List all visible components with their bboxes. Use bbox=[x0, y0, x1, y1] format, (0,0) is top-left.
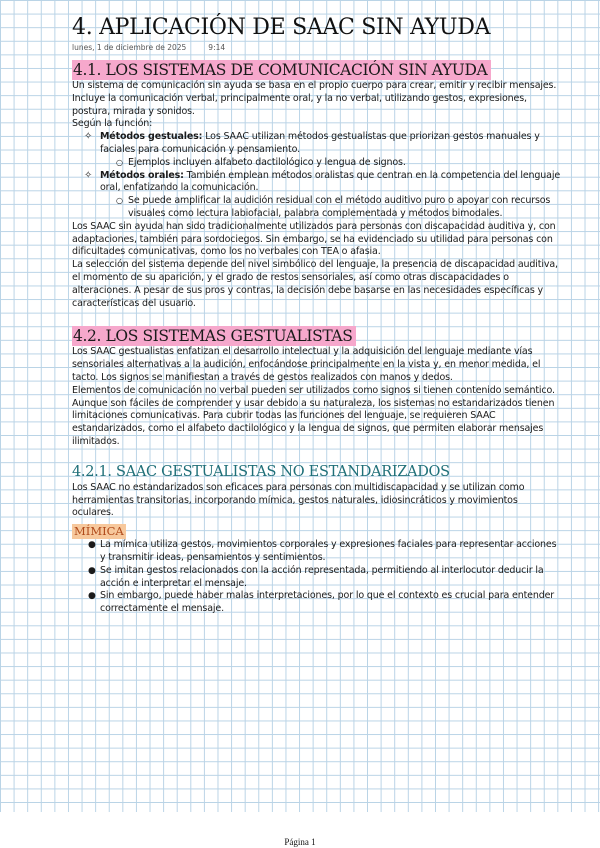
list-subitem-gestuales bbox=[72, 157, 562, 170]
orales-sub-text: Se puede amplificar la audición residual con el método auditivo puro o apoyar con recursos visuales como lectura labiofacial, palabra complementada y métodos bimodales. bbox=[128, 195, 551, 219]
diamond-bullet-icon: ✧ bbox=[84, 169, 93, 181]
section2-para2: Elementos de comunicación no verbal pueden ser utilizados como signos si tienen contenido semántico. Aunque son fáciles de comprender y usar debido a su naturaleza, los sistemas no estandarizados tienen limitaciones comunicativas. Para cubrir todas las funciones del lenguaje, se requieren SAAC estandarizados, como el alfabeto dactilológico y la lengua de signos, que permiten elaborar mensajes ilimitados. bbox=[72, 384, 555, 447]
mimica-heading: MÍMICA bbox=[74, 524, 124, 539]
dot-bullet-icon: ● bbox=[88, 540, 96, 551]
diamond-bullet-icon: ✧ bbox=[84, 131, 93, 143]
section3-heading: 4.2.1. SAAC GESTUALISTAS NO ESTANDARIZADOS bbox=[72, 463, 450, 480]
page-date: lunes, 1 de diciembre de 2025 bbox=[72, 43, 187, 52]
section2-para1: Los SAAC gestualistas enfatizan el desarrollo intelectual y la adquisición del lenguaje mediante vías sensoriales alternativas a la audición, enfocándose principalmente en la vista y, en menor medida, el tacto. Los signos se manifiestan a través de gestos realizados con manos y dedos. bbox=[72, 346, 541, 383]
list-subitem-orales bbox=[72, 195, 562, 221]
page-number: Página 1 bbox=[284, 837, 316, 847]
section1-para2: La selección del sistema depende del nivel simbólico del lenguaje, la presencia de discapacidad auditiva, el momento de su aparición, y el grado de restos sensoriales, así como otras discapacidades o alteraciones. A pesar de sus pros y contras, la decisión debe basarse en las necesidades específicas y características del usuario. bbox=[72, 259, 558, 309]
page-content bbox=[72, 14, 562, 616]
page-time: 9:14 bbox=[208, 43, 226, 52]
section1-heading: 4.1. LOS SISTEMAS DE COMUNICACIÓN SIN AYUDA bbox=[72, 60, 491, 80]
list-item bbox=[72, 539, 562, 565]
mimica-bullet-text: Sin embargo, puede haber malas interpretaciones, por lo que el contexto es crucial para entender correctamente el mensaje. bbox=[100, 590, 555, 615]
section3-para1: Los SAAC no estandarizados son eficaces para personas con multidiscapacidad y se utilizan como herramientas transitorias, incorporando mímica, gestos naturales, idiosincráticos y movimientos oculares. bbox=[72, 481, 525, 519]
orales-label: Métodos orales: bbox=[100, 169, 184, 181]
circle-bullet-icon: ○ bbox=[116, 196, 123, 206]
dot-bullet-icon: ● bbox=[88, 565, 96, 576]
section1-para1: Los SAAC sin ayuda han sido tradicionalmente utilizados para personas con discapacidad auditiva y, con adaptaciones, también para sordociegos. Sin embargo, se ha evidenciado su utilidad para personas con dificultades comunicativas, como los no verbales con TEA o afasia. bbox=[72, 220, 556, 258]
dot-bullet-icon: ● bbox=[88, 591, 96, 602]
circle-bullet-icon: ○ bbox=[116, 157, 123, 167]
section1-intro: Un sistema de comunicación sin ayuda se basa en el propio cuerpo para crear, emitir y recibir mensajes. Incluye la comunicación verbal, principalmente oral, y la no verbal, utilizando gestos, expresiones, postura, mirada y sonidos. bbox=[72, 80, 557, 117]
list-item-orales bbox=[72, 170, 562, 196]
mimica-bullet-text: La mímica utiliza gestos, movimientos corporales y expresiones faciales para representar acciones y transmitir ideas, pensamientos y sentimientos. bbox=[100, 539, 557, 563]
gestuales-sub-text: Ejemplos incluyen alfabeto dactilológico y lengua de signos. bbox=[128, 156, 406, 168]
gestuales-text: Los SAAC utilizan métodos gestualistas que priorizan gestos manuales y faciales para comunicación y pensamiento. bbox=[100, 131, 540, 155]
gestuales-label: Métodos gestuales: bbox=[100, 131, 203, 143]
list-item-gestuales bbox=[72, 131, 562, 157]
section1-segun: Según la función: bbox=[72, 118, 153, 130]
orales-text: También emplean métodos oralistas que centran en la competencia del lenguaje oral, enfatizando la comunicación. bbox=[100, 169, 561, 194]
list-item bbox=[72, 590, 562, 616]
page-meta bbox=[72, 43, 562, 56]
mimica-bullet-text: Se imitan gestos relacionados con la acción representada, permitiendo al interlocutor deducir la acción e interpretar el mensaje. bbox=[100, 564, 544, 589]
list-item bbox=[72, 565, 562, 591]
section2-heading: 4.2. LOS SISTEMAS GESTUALISTAS bbox=[72, 326, 356, 346]
page-title: 4. APLICACIÓN DE SAAC SIN AYUDA bbox=[72, 15, 491, 40]
